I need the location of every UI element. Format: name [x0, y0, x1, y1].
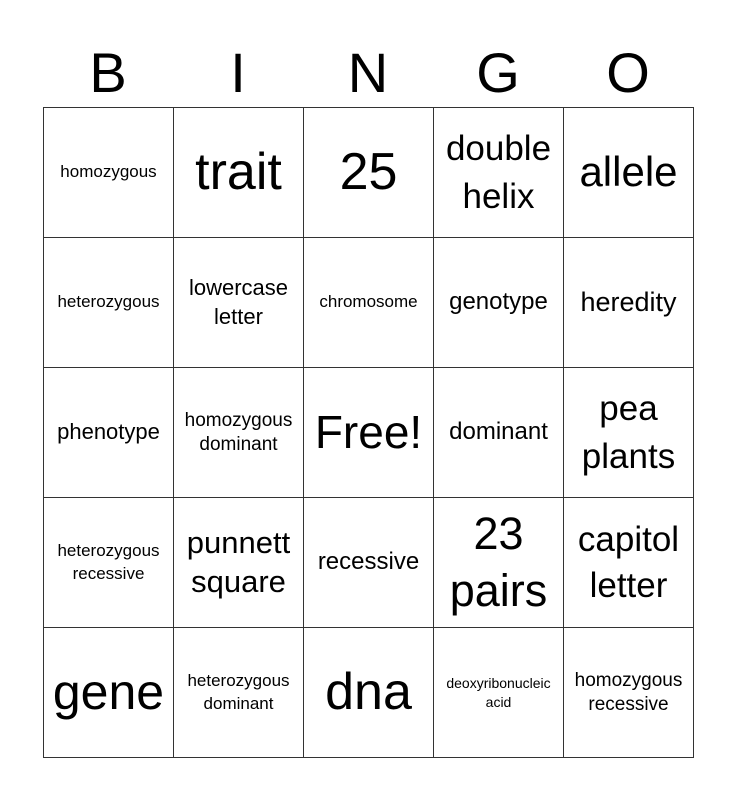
cell-label: heterozygous: [57, 292, 160, 312]
cell-label: homozygous dominant: [184, 409, 293, 455]
bingo-cell[interactable]: [564, 108, 694, 238]
cell-label: lowercase letter: [188, 274, 289, 329]
bingo-cell[interactable]: [44, 368, 174, 498]
bingo-cell[interactable]: [174, 368, 304, 498]
cell-label: homozygous: [60, 162, 157, 182]
bingo-cell[interactable]: [174, 238, 304, 368]
cell-label: chromosome: [319, 292, 418, 312]
bingo-header: [43, 40, 693, 106]
cell-label: dominant: [449, 418, 548, 446]
bingo-cell[interactable]: [304, 628, 434, 758]
cell-label: 23 pairs: [449, 508, 548, 616]
cell-label: double helix: [445, 129, 552, 216]
cell-label: trait: [195, 142, 282, 201]
cell-label: heredity: [580, 287, 677, 318]
header-letter-g: G: [476, 41, 520, 104]
cell-label: genotype: [449, 288, 548, 316]
bingo-cell[interactable]: [44, 108, 174, 238]
cell-label: recessive: [317, 548, 420, 576]
header-letter-i: I: [230, 41, 246, 104]
free-space-label: Free!: [314, 406, 423, 459]
cell-label: heterozygous dominant: [187, 671, 290, 713]
bingo-cell[interactable]: [304, 498, 434, 628]
bingo-cell[interactable]: [434, 498, 564, 628]
bingo-cell[interactable]: [564, 628, 694, 758]
cell-label: pea plants: [581, 389, 676, 476]
cell-label: deoxyribonucleic acid: [446, 675, 551, 710]
bingo-cell[interactable]: [174, 498, 304, 628]
cell-label: 25: [339, 142, 398, 201]
cell-label: capitol letter: [577, 520, 680, 605]
bingo-cell[interactable]: [174, 628, 304, 758]
cell-label: dna: [325, 662, 412, 721]
bingo-cell[interactable]: [434, 108, 564, 238]
cell-label: heterozygous recessive: [57, 541, 160, 583]
bingo-cell[interactable]: [564, 368, 694, 498]
cell-label: homozygous recessive: [574, 669, 683, 715]
bingo-cell[interactable]: [434, 238, 564, 368]
bingo-cell[interactable]: [304, 368, 434, 498]
bingo-cell[interactable]: [44, 238, 174, 368]
bingo-cell[interactable]: [304, 108, 434, 238]
bingo-board: [43, 107, 694, 758]
bingo-cell[interactable]: [434, 368, 564, 498]
cell-label: gene: [52, 664, 165, 720]
bingo-cell[interactable]: [174, 108, 304, 238]
bingo-cell[interactable]: [564, 498, 694, 628]
cell-label: phenotype: [57, 419, 160, 445]
bingo-cell[interactable]: [434, 628, 564, 758]
bingo-cell[interactable]: [304, 238, 434, 368]
cell-label: allele: [579, 148, 678, 196]
bingo-cell[interactable]: [564, 238, 694, 368]
bingo-cell[interactable]: [44, 498, 174, 628]
header-letter-b: B: [89, 41, 127, 104]
cell-label: punnett square: [186, 524, 291, 599]
header-letter-o: O: [606, 41, 650, 104]
header-letter-n: N: [347, 41, 389, 104]
bingo-cell[interactable]: [44, 628, 174, 758]
